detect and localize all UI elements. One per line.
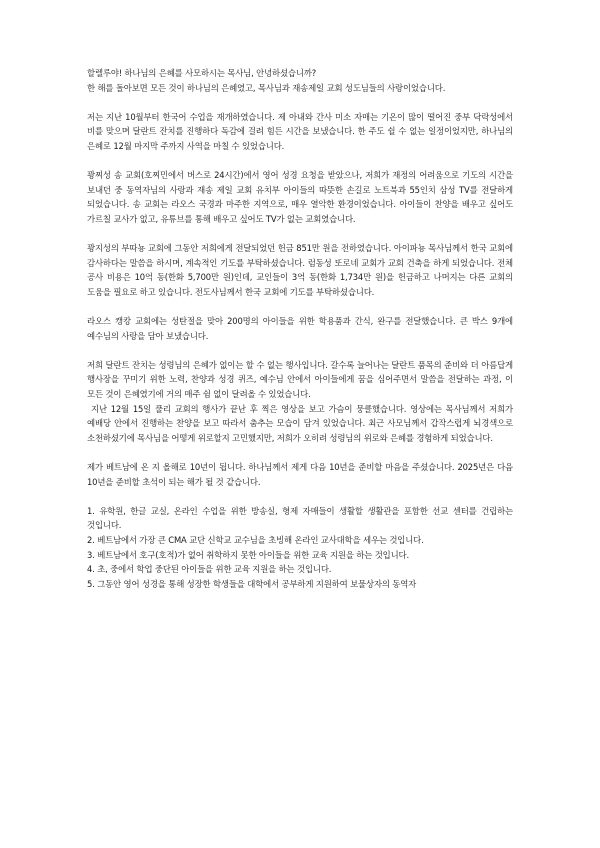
paragraph-video: 지난 12월 15일 풀리 교회의 행사가 끝난 후 찍은 영상을 보고 가슴이 뭉클했습니다. 영상에는 목사님께서 저희가 예배당 안에서 진행하는 찬양을 보고 따라서 춤추는 모습이 담겨 있었습니다. 최근 사모님께서 갑작스럽게 뇌경색으로 소천하셨기에 목사님을 어떻게 위로할지 고민했지만, 저희가 오히려 성령님의 위로와 은혜를 경험하게 되었습니다.: [87, 403, 513, 443]
paragraph-laos-church: 라오스 캥캉 교회에는 성탄절을 맞아 200명의 아이들을 위한 학용품과 간식, 완구를 전달했습니다. 큰 박스 9개에 예수님의 사랑을 담아 보냈습니다.: [87, 316, 513, 341]
paragraph-song-church: 꽝찌성 송 교회(호찌민에서 버스로 24시간)에서 영어 성경 요청을 받았으나, 저희가 재정의 어려움으로 기도의 시간을 보내던 중 동역자님의 사랑과 재송 제일 교회 유치부 아이들의 따뜻한 손길로 노트북과 55인치 삼성 TV를 전달하게 되었습니다. 송 교회는 라오스 국경과 마주한 지역으로, 매우 열악한 환경이었습니다. 아이들이 찬양을 배우고 싶어도 가르칠 교사가 없고, 유튜브를 통해 배우고 싶어도 TV가 없는 교회였습니다.: [87, 170, 513, 224]
paragraph-talent-festival: 저희 달란트 잔치는 성령님의 은혜가 없이는 할 수 없는 행사입니다. 갈수록 늘어나는 달란트 품목의 준비와 더 아름답게 행사장을 꾸미기 위한 노력, 찬양과 성경 퀴즈, 예수님 안에서 아이들에게 꿈을 심어주면서 말씀을 전달하는 과정, 이 모든 것이 은혜였기에 거의 매주 쉼 없이 달려올 수 있었습니다.: [87, 359, 513, 400]
list-item: 4. 초, 중에서 학업 중단된 아이들을 위한 교육 지원을 하는 것입니다.: [87, 564, 332, 575]
letter-body: [87, 66, 513, 591]
plan-list: [87, 504, 513, 592]
list-item: 2. 베트남에서 가장 큰 CMA 교단 신학교 교수님을 초빙해 온라인 교사대학을 세우는 것입니다.: [87, 535, 424, 545]
paragraph-offering: 꽝지성의 부따뇽 교회에 그동안 저희에게 전달되었던 헌금 851만 원을 전하였습니다. 아이파뇽 목사님께서 한국 교회에 감사하다는 말씀을 하시며, 계속적인 기도를 부탁하셨습니다. 럼동성 또로네 교회가 교회 건축을 하게 되었습니다. 전체 공사 비용은 10억 동(한화 5,700만 원)인데, 교인들이 3억 동(한화 1,734만 원)을 헌금하고 나머지는 다른 교회의 도움을 필요로 하고 있습니다. 전도사님께서 한국 교회에 기도를 부탁하셨습니다.: [87, 243, 513, 297]
greeting-line: 할렐루야! 하나님의 은혜를 사모하시는 목사님, 안녕하셨습니까?: [87, 68, 317, 78]
list-item: 1. 유학원, 한글 교실, 온라인 수업을 위한 방송실, 형제 자매들이 생활할 생활관을 포함한 선교 센터를 건립하는 것입니다.: [87, 505, 513, 531]
list-item: 3. 베트남에서 호구(호적)가 없어 취학하지 못한 아이들을 위한 교육 지원을 하는 것입니다.: [87, 549, 409, 560]
intro-paragraph: 한 해를 돌아보면 모든 것이 하나님의 은혜였고, 목사님과 재송제일 교회 성도님들의 사랑이었습니다.: [87, 82, 446, 93]
list-item: 5. 그동안 영어 성경을 통해 성장한 학생들을 대학에서 공부하게 지원하여 보물상자의 동역자: [87, 578, 417, 589]
paragraph-ten-years: 제가 베트남에 온 지 올해로 10년이 됩니다. 하나님께서 제게 다음 10년을 준비할 마음을 주셨습니다. 2025년은 다음 10년을 준비할 초석이 되는 해가 될 것 같습니다.: [87, 462, 513, 487]
paragraph-korean-classes: 저는 지난 10월부터 한국어 수업을 재개하였습니다. 제 아내와 간사 미소 자매는 기온이 많이 떨어진 중부 닥락성에서 비를 맞으며 달란트 잔치를 진행하다 독감에 걸려 힘든 시간을 보냈습니다. 한 주도 쉴 수 없는 일정이었지만, 하나님의 은혜로 12월 마지막 주까지 사역을 마칠 수 있었습니다.: [87, 111, 513, 151]
